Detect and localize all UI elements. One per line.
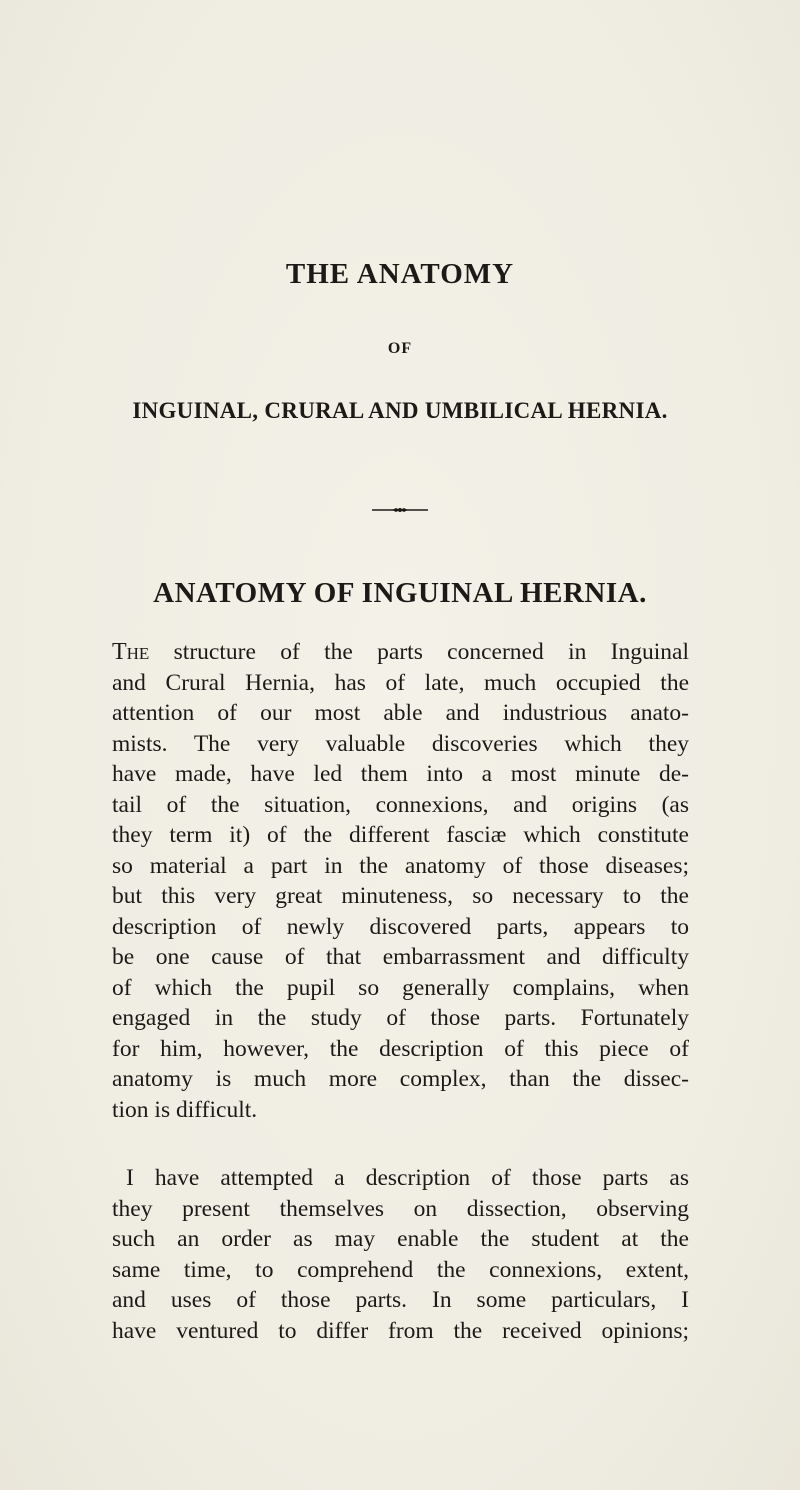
text-line: so material a part in the anatomy of those diseases; bbox=[112, 852, 689, 879]
text-line: have ventured to differ from the received opinions; bbox=[112, 1317, 689, 1344]
text-line: engaged in the study of those parts. Fortunately bbox=[112, 1005, 689, 1031]
text-line: and Crural Hernia, has of late, much occupied the bbox=[112, 669, 689, 696]
text-line: anatomy is much more complex, than the dissec- bbox=[112, 1066, 689, 1092]
text-line: tail of the situation, connexions, and origins (as bbox=[112, 791, 689, 818]
drop-word: The bbox=[112, 639, 150, 665]
page-subtitle: INGUINAL, CRURAL AND UMBILICAL HERNIA. bbox=[132, 398, 668, 423]
text-line: same time, to comprehend the connexions, extent, bbox=[112, 1256, 689, 1283]
text-line: but this very great minuteness, so necessary to the bbox=[112, 883, 689, 909]
text-line: description of newly discovered parts, appears to bbox=[112, 913, 689, 940]
text-line: The structure of the parts concerned in Inguinal bbox=[112, 639, 689, 665]
page-title: THE ANATOMY bbox=[285, 258, 515, 290]
text-line: they term it) of the different fasciæ which constitute bbox=[112, 822, 689, 848]
text-line: such an order as may enable the student at the bbox=[112, 1226, 689, 1252]
text-line: and uses of those parts. In some particulars, I bbox=[112, 1287, 689, 1313]
text-line: they present themselves on dissection, observing bbox=[112, 1195, 689, 1222]
text-line: of which the pupil so generally complains, when bbox=[112, 974, 689, 1001]
text-line: for him, however, the description of this piece of bbox=[112, 1035, 689, 1062]
text-line: have made, have led them into a most minute de- bbox=[112, 761, 689, 787]
section-heading: ANATOMY OF INGUINAL HERNIA. bbox=[153, 577, 647, 609]
paragraph-2 bbox=[112, 1163, 689, 1346]
text-line: tion is difficult. bbox=[112, 1096, 258, 1123]
text-line: I have attempted a description of those parts as bbox=[126, 1165, 689, 1191]
ornament-divider-icon bbox=[370, 505, 430, 515]
paragraph-1 bbox=[112, 637, 689, 1125]
text-line: mists. The very valuable discoveries which they bbox=[112, 730, 689, 757]
title-connector: OF bbox=[387, 340, 413, 357]
text-line: be one cause of that embarrassment and difficulty bbox=[112, 944, 689, 970]
text-line: attention of our most able and industrious anato- bbox=[112, 700, 689, 726]
